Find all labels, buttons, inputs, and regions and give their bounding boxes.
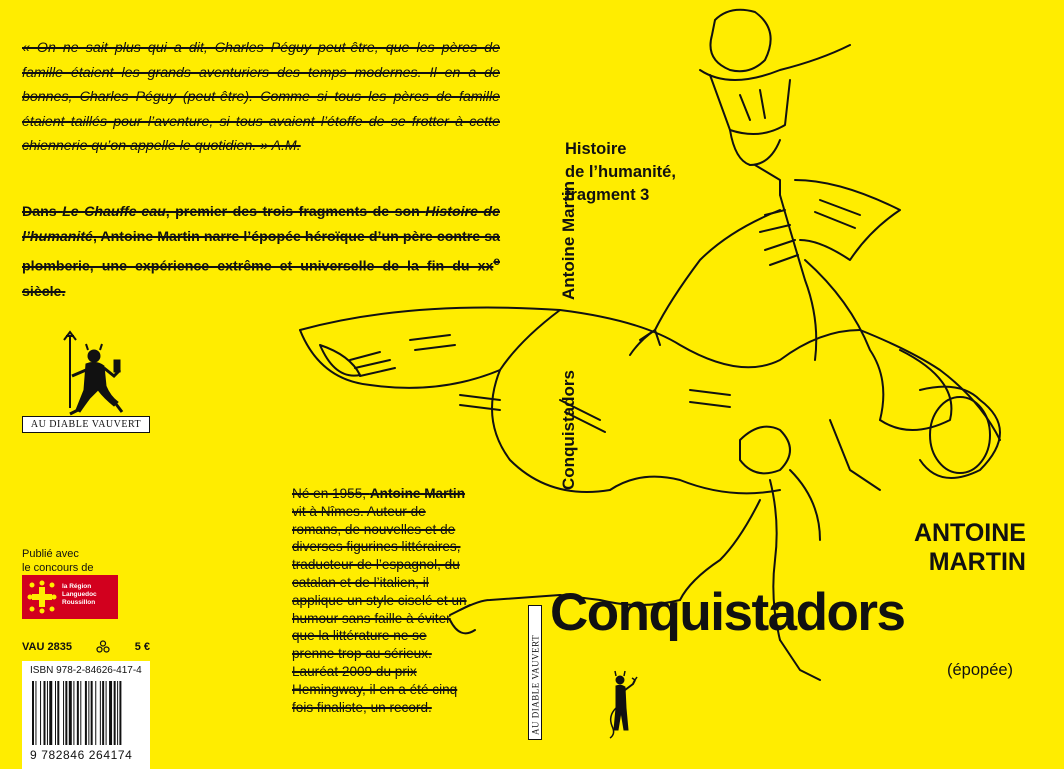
barcode-bar	[88, 681, 89, 745]
support-note	[22, 547, 94, 575]
bio-p2: vit à Nîmes. Auteur de romans, de nouvelles et de diverses figurines littéraires, traducteur de l’espagnol, du catalan et de l’italien, il applique un style ciselé et un humour sans faille à éviter que la littérature ne se prenne trop au sérieux. Lauréat 2009 du prix Hemingway, il en a été cinq fois finaliste, un record.	[292, 503, 467, 715]
series-l3: fragment 3	[565, 186, 650, 204]
reference-row	[22, 640, 150, 654]
presentation-part3: , Antoine Martin narre l’épopée héroïque d’un père contre sa plomberie, une expérience extrême et universelle de la fin du xx	[22, 228, 500, 275]
barcode	[30, 681, 146, 747]
author-first: ANTOINE	[913, 519, 1026, 547]
series-l1: Histoire	[565, 140, 627, 158]
spine-title-text: Conquistadors	[559, 370, 578, 490]
barcode-bar	[73, 681, 74, 745]
spine-publisher	[528, 605, 542, 740]
barcode-bar	[77, 681, 79, 745]
ean-text: 9 782846 264174	[30, 748, 133, 762]
front-genre: (épopée)	[947, 661, 1014, 679]
presentation-sup: e	[493, 254, 500, 269]
barcode-bar	[65, 681, 67, 745]
ref-price: 5 €	[134, 641, 150, 653]
front-title: Conquistadors	[550, 583, 905, 642]
barcode-bar	[69, 681, 72, 745]
support-line1: Publié avec	[22, 548, 79, 560]
presentation-part4: siècle.	[22, 283, 66, 300]
region-logo-text	[62, 583, 97, 607]
region-l3: Roussillon	[62, 599, 96, 606]
region-l2: Languedoc	[62, 591, 97, 598]
ref-code: VAU 2835	[22, 641, 72, 653]
bio-name: Antoine Martin	[369, 486, 466, 501]
barcode-bar	[35, 681, 36, 745]
devil-logo-icon	[606, 668, 638, 740]
presentation-book2: Histoire de l’humanité	[22, 204, 500, 245]
barcode-bar	[44, 681, 46, 745]
bio-p1: Né en 1955,	[292, 486, 370, 501]
isbn-text: ISBN 978-2-84626-417-4	[30, 665, 142, 676]
barcode-bar	[91, 681, 93, 745]
spine-publisher-text: AU DIABLE VAUVERT	[530, 634, 541, 735]
cross-icon	[22, 575, 62, 619]
front-author	[891, 519, 1026, 577]
spine-author-text: Antoine Martin	[559, 181, 578, 300]
series-l2: de l’humanité,	[565, 163, 676, 181]
author-bio	[292, 485, 472, 716]
barcode-bar	[100, 681, 101, 745]
series-title	[565, 138, 676, 207]
barcode-bar	[32, 681, 34, 745]
support-line2: le concours de	[22, 562, 94, 574]
region-l1: la Région	[62, 583, 92, 590]
barcode-bar	[40, 681, 41, 745]
back-cover-presentation	[22, 200, 500, 304]
barcode-bar	[95, 681, 96, 745]
presentation-part1: Dans	[22, 204, 63, 220]
pyramid-icon	[95, 640, 111, 654]
barcode-bar	[109, 681, 112, 745]
author-last: MARTIN	[928, 548, 1026, 576]
barcode-bar	[114, 681, 116, 745]
publisher-label: AU DIABLE VAUVERT	[22, 416, 150, 433]
barcode-bar	[49, 681, 52, 745]
back-cover-quote: « On ne sait plus qui a dit, Charles Péguy peut-être, que les pères de famille étaient les grands aventuriers des temps modernes. Il en a de bonnes, Charles Péguy (peut-être). Comme si tous les pères de famille étaient taillés pour l’aventure, si tous avaient l’étoffe de se frotter à cette chiennerie qu’on appelle le quotidien. » A.M.	[22, 40, 500, 155]
barcode-bar	[55, 681, 56, 745]
presentation-book1: Le Chauffe-eau	[62, 204, 166, 220]
barcode-bar	[117, 681, 118, 745]
spine-title	[552, 180, 582, 490]
barcode-bar	[106, 681, 107, 745]
presentation-part2: , premier des trois fragments de son	[165, 204, 426, 220]
barcode-bar	[80, 681, 81, 745]
barcode-bar	[63, 681, 64, 745]
barcode-bar	[57, 681, 59, 745]
barcode-bar	[47, 681, 48, 745]
barcode-bar	[85, 681, 87, 745]
barcode-bar	[102, 681, 104, 745]
barcode-bar	[119, 681, 121, 745]
